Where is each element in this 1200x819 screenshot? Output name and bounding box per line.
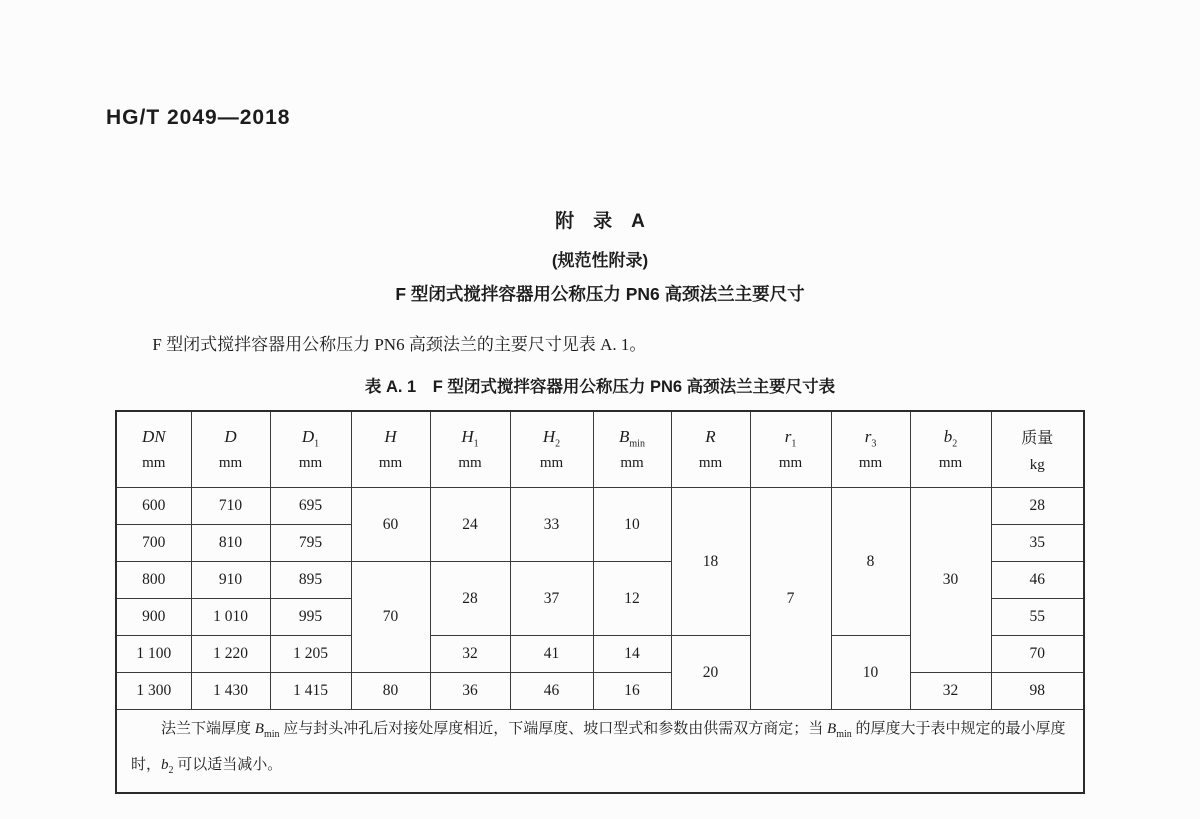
table-cell: 35: [991, 525, 1084, 562]
col-header-d: D mm: [191, 411, 270, 488]
table-cell: 700: [116, 525, 191, 562]
table-cell: 800: [116, 562, 191, 599]
col-header-r: R mm: [671, 411, 750, 488]
footnote-row: [116, 710, 1084, 794]
table-container: [115, 410, 1083, 794]
header-row: [116, 411, 1084, 488]
table-cell-merged: 18: [671, 488, 750, 636]
table-cell: 900: [116, 599, 191, 636]
table-cell: 1 010: [191, 599, 270, 636]
table-cell-merged: 10: [831, 636, 910, 710]
table-cell-merged: 30: [910, 488, 991, 673]
table-cell: 695: [270, 488, 351, 525]
flange-dimensions-table: [115, 410, 1085, 794]
table-cell: 80: [351, 673, 430, 710]
table-cell: 41: [510, 636, 593, 673]
table-cell: 36: [430, 673, 510, 710]
table-cell-merged: 33: [510, 488, 593, 562]
col-header-bmin: $B_{min}$ mm: [593, 411, 671, 488]
table-cell: 55: [991, 599, 1084, 636]
table-cell: 1 300: [116, 673, 191, 710]
col-header-dn: DN mm: [116, 411, 191, 488]
col-header-mass: 质量 kg: [991, 411, 1084, 488]
table-cell-merged: 8: [831, 488, 910, 636]
table-row: [116, 673, 1084, 710]
col-header-h1: $H_1$ mm: [430, 411, 510, 488]
table-cell: 600: [116, 488, 191, 525]
table-cell: 1 220: [191, 636, 270, 673]
table-cell: 1 100: [116, 636, 191, 673]
col-header-r1: $r_1$ mm: [750, 411, 831, 488]
table-cell: 995: [270, 599, 351, 636]
table-row: [116, 488, 1084, 525]
appendix-subtitle: (规范性附录): [551, 251, 649, 270]
table-cell-merged: 10: [593, 488, 671, 562]
table-cell: 32: [910, 673, 991, 710]
table-cell-merged: 24: [430, 488, 510, 562]
table-cell-merged: 28: [430, 562, 510, 636]
table-cell: 810: [191, 525, 270, 562]
table-footnote: 法兰下端厚度 $B_{min}$ 应与封头冲孔后对接处厚度相近，下端厚度、坡口型式和参数由供需双方商定；当 $B_{min}$ 的厚度大于表中规定的最小厚度时，$b_2$ 可以适当减小。: [131, 721, 1066, 776]
table-cell: 28: [991, 488, 1084, 525]
table-cell: 16: [593, 673, 671, 710]
table-cell: 70: [991, 636, 1084, 673]
table-cell: 46: [991, 562, 1084, 599]
table-cell-merged: 60: [351, 488, 430, 562]
table-cell: 910: [191, 562, 270, 599]
table-cell: 46: [510, 673, 593, 710]
table-cell: 710: [191, 488, 270, 525]
intro-paragraph: F 型闭式搅拌容器用公称压力 PN6 高颈法兰的主要尺寸见表 A. 1。: [152, 335, 647, 354]
table-cell-merged: 70: [351, 562, 430, 673]
table-cell: 1 415: [270, 673, 351, 710]
table-cell: 1 430: [191, 673, 270, 710]
appendix-title: 附 录 A: [555, 211, 645, 232]
table-cell-merged: 20: [671, 636, 750, 710]
col-header-b2: $b_2$ mm: [910, 411, 991, 488]
table-cell: 98: [991, 673, 1084, 710]
table-cell: 795: [270, 525, 351, 562]
standard-number: HG/T 2049—2018: [106, 106, 291, 129]
table-cell-merged: 37: [510, 562, 593, 636]
table-cell-merged: 7: [750, 488, 831, 710]
col-header-h2: $H_2$ mm: [510, 411, 593, 488]
table-cell: 1 205: [270, 636, 351, 673]
table-cell: 32: [430, 636, 510, 673]
table-cell: 895: [270, 562, 351, 599]
table-footnote-cell: [116, 710, 1084, 794]
appendix-heading: F 型闭式搅拌容器用公称压力 PN6 高颈法兰主要尺寸: [395, 284, 805, 304]
table-cell-merged: 12: [593, 562, 671, 636]
col-header-d1: $D_1$ mm: [270, 411, 351, 488]
col-header-r3: $r_3$ mm: [831, 411, 910, 488]
table-cell: 14: [593, 636, 671, 673]
col-header-h: H mm: [351, 411, 430, 488]
table-caption: 表 A. 1 F 型闭式搅拌容器用公称压力 PN6 高颈法兰主要尺寸表: [364, 378, 836, 396]
